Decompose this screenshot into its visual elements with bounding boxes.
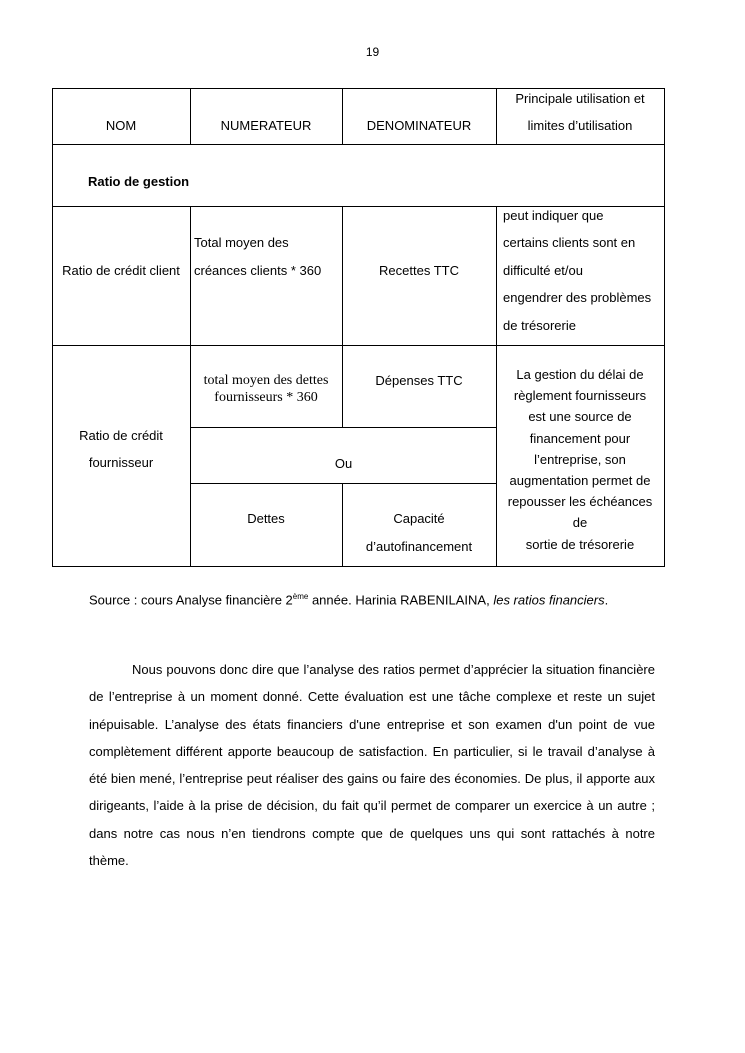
- row2-numerateur-line2: fournisseurs * 360: [214, 390, 318, 405]
- section-title: Ratio de gestion: [88, 174, 190, 189]
- table-line: [190, 427, 497, 428]
- source-superscript: ème: [292, 592, 309, 601]
- source-prefix: Source : cours Analyse financière 2: [89, 592, 293, 608]
- paragraph-text: Nous pouvons donc dire que l’analyse des ratios permet d’apprécier la situation financière de l’entreprise à un moment donné. Cette évaluation est une tâche complexe et reste un sujet inépuisable. L’analyse des états financiers d'une entreprise et son examen d'un point de vue complètement différent apporte beaucoup de satisfaction. En particulier, si le travail d’analyse à été bien mené, l’entreprise peut réaliser des gains ou faire des économies. De plus, il apporte aux dirigeants, l’aide à la prise de décision, du fait qu’il permet de comparer un exercice à un autre ; dans notre cas nous n’en tiendrons compte que de quelques uns qui sont rattachés à notre thème.: [89, 662, 655, 869]
- table-border-left: [52, 88, 53, 567]
- table-line: [52, 144, 665, 145]
- header-utilisation-line1: Principale utilisation et: [515, 91, 645, 106]
- utilisation-line: augmentation permet de: [509, 473, 651, 489]
- row2-nom-line1: Ratio de crédit: [79, 428, 163, 443]
- row2-alt-denominateur-line2: d’autofinancement: [365, 539, 473, 554]
- row2-alt-numerateur: Dettes: [247, 511, 285, 526]
- utilisation-line: financement pour: [529, 430, 631, 446]
- source-suffix: .: [604, 592, 609, 608]
- utilisation-line: repousser les échéances: [507, 494, 653, 510]
- utilisation-line: difficulté et/ou: [503, 262, 583, 278]
- row1-denominateur: Recettes TTC: [379, 263, 459, 278]
- ratio-table: [52, 88, 665, 567]
- table-border-bottom: [52, 566, 665, 567]
- body-paragraph: [89, 656, 655, 874]
- utilisation-line: de: [572, 515, 588, 531]
- source-note: [89, 592, 608, 607]
- utilisation-line: sortie de trésorerie: [525, 536, 635, 552]
- header-numerateur: NUMERATEUR: [220, 118, 312, 133]
- row2-numerateur-line1: total moyen des dettes: [203, 373, 329, 388]
- row2-ou: Ou: [334, 456, 353, 471]
- row1-utilisation: [503, 202, 651, 339]
- table-line: [190, 483, 497, 484]
- row1-nom: Ratio de crédit client: [62, 263, 180, 278]
- utilisation-line: de trésorerie: [503, 317, 576, 333]
- utilisation-line: La gestion du délai de: [516, 367, 644, 382]
- source-title: les ratios financiers: [493, 592, 605, 608]
- table-line: [52, 345, 665, 346]
- row2-utilisation: [496, 364, 664, 555]
- row2-nom-line2: fournisseur: [88, 455, 154, 470]
- source-middle: année. Harinia RABENILAINA,: [308, 592, 494, 608]
- utilisation-line: l’entreprise, son: [534, 451, 626, 467]
- page-number: 19: [365, 45, 380, 59]
- utilisation-line: est une source de: [528, 409, 632, 425]
- utilisation-line: certains clients sont en: [503, 235, 636, 251]
- header-utilisation-line2: limites d’utilisation: [527, 118, 633, 133]
- row1-numerateur-line1: Total moyen des: [194, 235, 289, 250]
- utilisation-line: engendrer des problèmes: [503, 290, 652, 306]
- header-nom: NOM: [105, 118, 137, 133]
- row1-numerateur-line2: créances clients * 360: [194, 263, 322, 278]
- utilisation-line: règlement fournisseurs: [513, 388, 647, 404]
- utilisation-line: peut indiquer que: [503, 208, 604, 223]
- row2-alt-denominateur-line1: Capacité: [393, 511, 445, 526]
- table-border-right: [664, 88, 665, 567]
- header-denominateur: DENOMINATEUR: [366, 118, 472, 133]
- table-line: [342, 206, 343, 428]
- row2-denominateur: Dépenses TTC: [375, 373, 463, 388]
